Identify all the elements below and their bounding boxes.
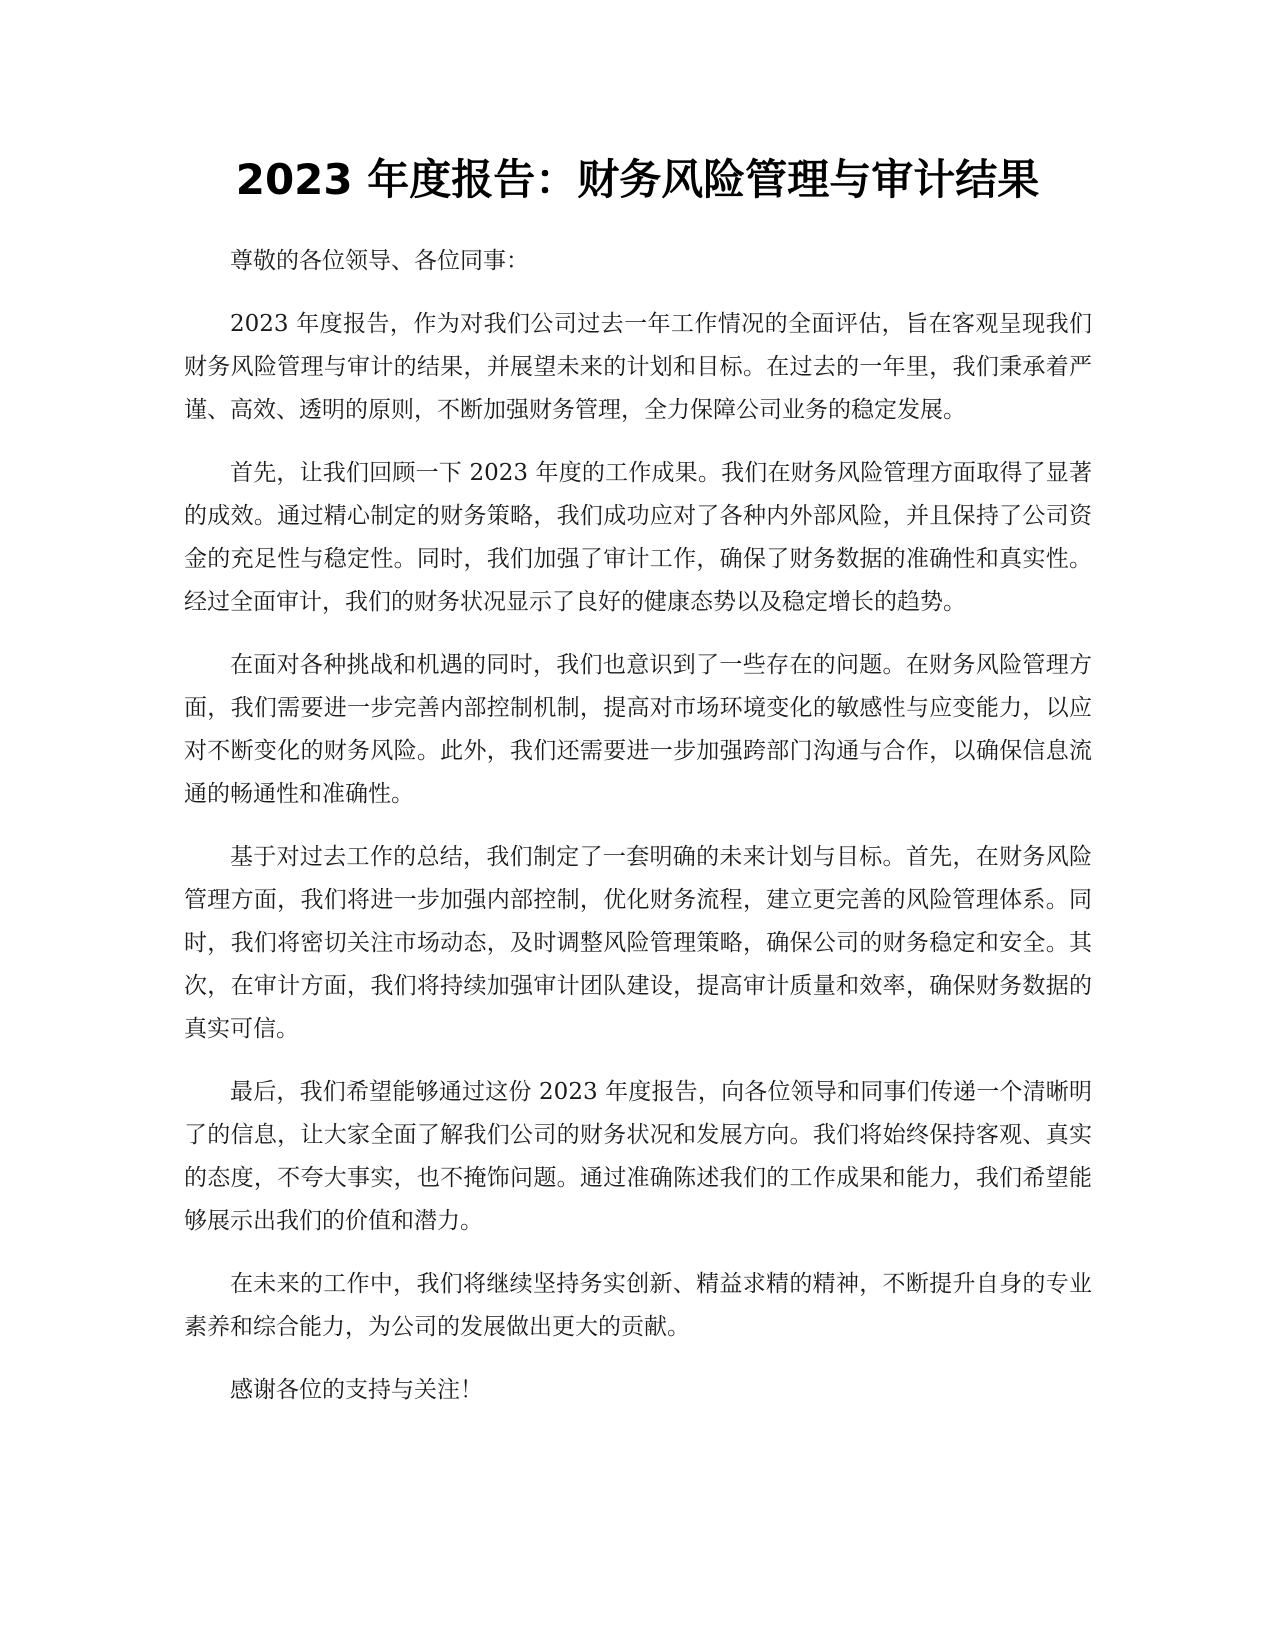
document-body [184,240,1092,1432]
paragraph-outlook: 在未来的工作中，我们将继续坚持务实创新、精益求精的精神，不断提升自身的专业素养和综合能力，为公司的发展做出更大的贡献。 [184,1271,1092,1340]
paragraph-conclusion: 最后，我们希望能够通过这份 2023 年度报告，向各位领导和同事们传递一个清晰明了的信息，让大家全面了解我们公司的财务状况和发展方向。我们将始终保持客观、真实的态度，不夸大事实，也不掩饰问题。通过准确陈述我们的工作成果和能力，我们希望能够展示出我们的价值和潜力。 [184,1079,1092,1234]
salutation: 尊敬的各位领导、各位同事： [230,248,529,274]
paragraph-plans: 基于对过去工作的总结，我们制定了一套明确的未来计划与目标。首先，在财务风险管理方面，我们将进一步加强内部控制，优化财务流程，建立更完善的风险管理体系。同时，我们将密切关注市场动态，及时调整风险管理策略，确保公司的财务稳定和安全。其次，在审计方面，我们将持续加强审计团队建设，提高审计质量和效率，确保财务数据的真实可信。 [184,844,1092,1042]
document-title: 2023 年度报告：财务风险管理与审计结果 [235,155,1040,204]
paragraph-achievements: 首先，让我们回顾一下 2023 年度的工作成果。我们在财务风险管理方面取得了显著的成效。通过精心制定的财务策略，我们成功应对了各种内外部风险，并且保持了公司资金的充足性与稳定性。同时，我们加强了审计工作，确保了财务数据的准确性和真实性。经过全面审计，我们的财务状况显示了良好的健康态势以及稳定增长的趋势。 [184,460,1092,615]
paragraph-issues: 在面对各种挑战和机遇的同时，我们也意识到了一些存在的问题。在财务风险管理方面，我们需要进一步完善内部控制机制，提高对市场环境变化的敏感性与应变能力，以应对不断变化的财务风险。此外，我们还需要进一步加强跨部门沟通与合作，以确保信息流通的畅通性和准确性。 [184,652,1092,807]
paragraph-intro: 2023 年度报告，作为对我们公司过去一年工作情况的全面评估，旨在客观呈现我们财务风险管理与审计的结果，并展望未来的计划和目标。在过去的一年里，我们秉承着严谨、高效、透明的原则，不断加强财务管理，全力保障公司业务的稳定发展。 [184,311,1092,423]
closing-thanks: 感谢各位的支持与关注！ [230,1377,483,1403]
